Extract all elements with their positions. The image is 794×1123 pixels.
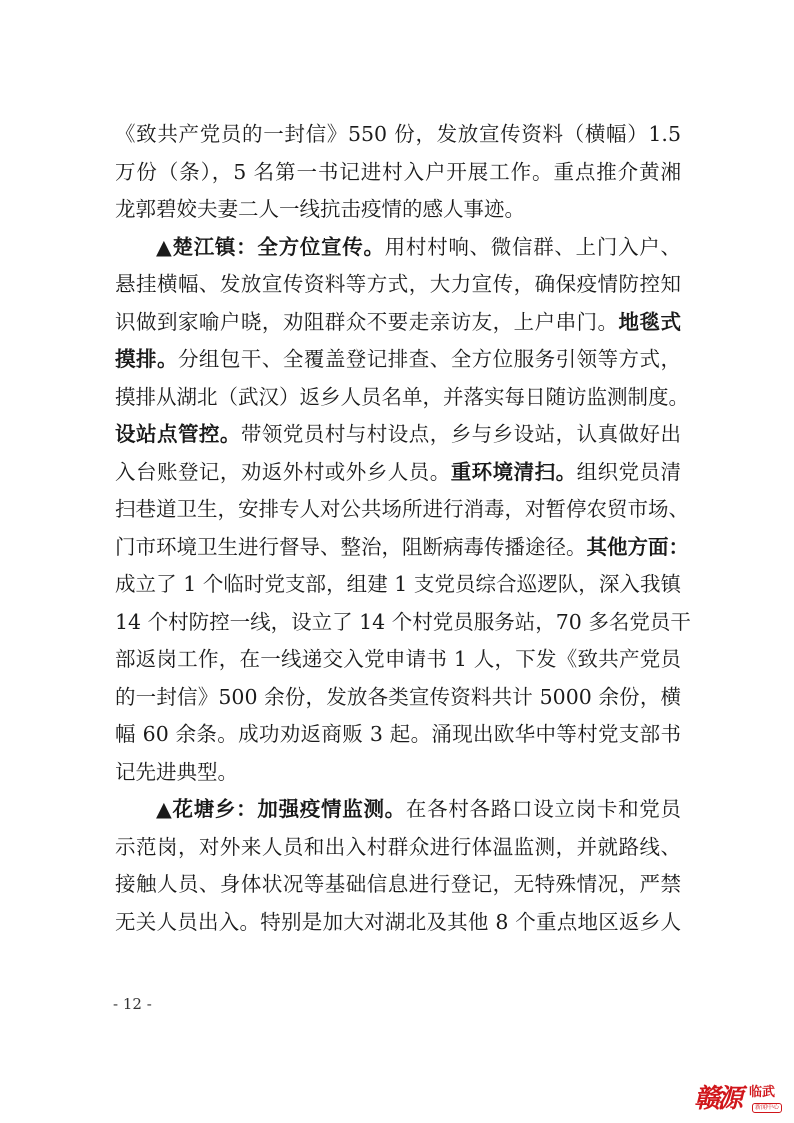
logo-script-text: 赣源 (694, 1084, 741, 1114)
text-span: 入台账登记，劝返外村或外乡人员。 (115, 459, 451, 484)
text-line: 《致共产党员的一封信》550 份，发放宣传资料（横幅）1.5 (115, 122, 681, 146)
text-line: 成立了 1 个临时党支部，组建 1 支党员综合巡逻队，深入我镇 (115, 572, 681, 596)
subheading-qita: 其他方面： (586, 534, 689, 559)
text-line (115, 341, 681, 379)
text-line (115, 304, 681, 342)
section-heading-huatang: ▲花塘乡：加强疫情监测。 (156, 797, 406, 821)
text-line: 部返岗工作，在一线递交入党申请书 1 人，下发《致共产党员 (115, 647, 681, 671)
text-line: 龙郭碧姣夫妻二人一线抗击疫情的感人事迹。 (115, 197, 525, 221)
text-span: 分组包干、全覆盖登记排查、全方位服务引领等方式， (177, 347, 682, 371)
news-logo (694, 1083, 790, 1117)
text-line (115, 229, 681, 267)
text-line: 记先进典型。 (115, 759, 238, 784)
text-line: 的一封信》500 余份，发放各类宣传资料共计 5000 余份，横 (115, 684, 681, 709)
text-line (115, 416, 681, 454)
text-span: 识做到家喻户晓，劝阻群众不要走亲访友，上户串门。 (115, 309, 619, 334)
text-span: 带领党员村与村设点，乡与乡设站，认真做好出 (240, 422, 682, 446)
text-span: 组织党员清 (576, 459, 682, 484)
text-line (115, 454, 681, 492)
text-span: 门市环境卫生进行督导、整治，阻断病毒传播途径。 (115, 534, 587, 559)
subheading-huanjing: 重环境清扫。 (450, 459, 577, 484)
text-line: 示范岗，对外来人员和出入村群众进行体温监测，并就路线、 (115, 834, 681, 859)
text-line (115, 791, 681, 829)
logo-subtitle: 新闻中心 (752, 1103, 782, 1113)
text-span: 在各村各路口设立岗卡和党员 (405, 797, 682, 821)
logo-name-text: 临武 (749, 1085, 776, 1100)
subheading-shezhandian: 设站点管控。 (115, 422, 241, 446)
document-body (115, 116, 691, 941)
text-line: 接触人员、身体状况等基础信息进行登记，无特殊情况，严禁 (115, 872, 681, 896)
subheading-mopai: 摸排。 (115, 347, 178, 371)
text-line: 无关人员出入。特别是加大对湖北及其他 8 个重点地区返乡人 (115, 909, 681, 934)
text-line: 幅 60 余条。成功劝返商贩 3 起。涌现出欧华中等村党支部书 (115, 722, 681, 746)
text-line: 摸排从湖北（武汉）返乡人员名单，并落实每日随访监测制度。 (115, 384, 689, 409)
text-line: 万份（条），5 名第一书记进村入户开展工作。重点推介黄湘 (115, 159, 681, 184)
section-heading-chujiang: ▲楚江镇：全方位宣传。 (156, 234, 385, 259)
text-span: 用村村响、微信群、上门入户、 (384, 234, 682, 259)
text-line: 悬挂横幅、发放宣传资料等方式，大力宣传，确保疫情防控知 (115, 272, 681, 296)
text-line: 14 个村防控一线，设立了 14 个村党员服务站，70 多名党员干 (115, 609, 691, 634)
page-number: - 12 - (113, 995, 152, 1013)
subheading-ditanshi: 地毯式 (618, 309, 682, 334)
text-line: 扫巷道卫生，安排专人对公共场所进行消毒，对暂停农贸市场、 (115, 497, 689, 521)
text-line (115, 529, 689, 567)
